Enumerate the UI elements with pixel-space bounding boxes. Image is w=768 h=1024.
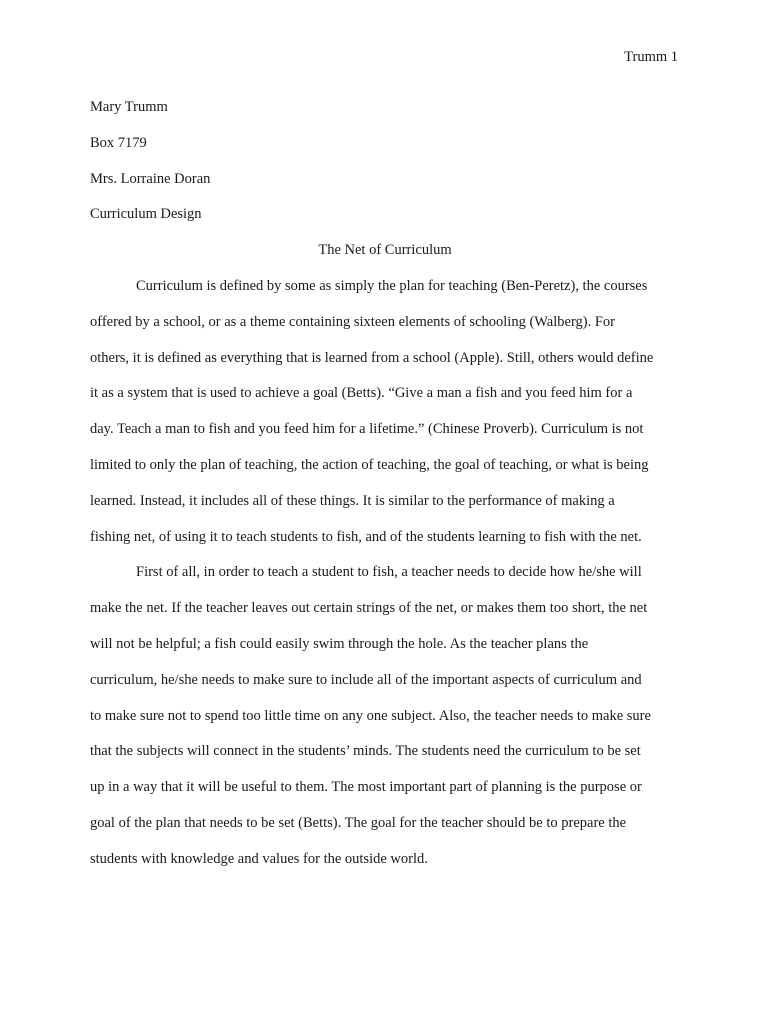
course-name: Curriculum Design <box>90 206 202 223</box>
student-name: Mary Trumm <box>90 99 168 115</box>
paragraph-line: make the net. If the teacher leaves out certain strings of the net, or makes them too short, the net <box>90 600 648 617</box>
paragraph-line: to make sure not to spend too little time on any one subject. Also, the teacher needs to make sure <box>90 707 651 724</box>
paragraph-line: Curriculum is defined by some as simply the plan for teaching (Ben-Peretz), the courses <box>136 277 648 294</box>
instructor-name: Mrs. Lorraine Doran <box>90 170 211 187</box>
paragraph-line: limited to only the plan of teaching, the action of teaching, the goal of teaching, or what is being <box>90 456 649 473</box>
paragraph-line: up in a way that it will be useful to them. The most important part of planning is the purpose or <box>90 779 642 796</box>
paragraph-line: that the subjects will connect in the students’ minds. The students need the curriculum to be set <box>90 743 641 760</box>
paragraph-line: others, it is defined as everything that is learned from a school (Apple). Still, others would define <box>90 349 654 366</box>
paragraph-2 <box>90 555 680 877</box>
paragraph-line: students with knowledge and values for the outside world. <box>90 850 428 867</box>
running-head: Trumm 1 <box>624 49 678 65</box>
paragraph-line: it as a system that is used to achieve a goal (Betts). “Give a man a fish and you feed him for a <box>90 385 633 402</box>
paragraph-1 <box>90 269 680 555</box>
paragraph-line: day. Teach a man to fish and you feed him for a lifetime.” (Chinese Proverb). Curriculum is not <box>90 421 644 438</box>
paragraph-line: First of all, in order to teach a student to fish, a teacher needs to decide how he/she will <box>136 564 642 581</box>
paragraph-line: goal of the plan that needs to be set (Betts). The goal for the teacher should be to prepare the <box>90 814 627 831</box>
paragraph-line: curriculum, he/she needs to make sure to include all of the important aspects of curriculum and <box>90 671 642 688</box>
student-box: Box 7179 <box>90 134 147 151</box>
essay-title: The Net of Curriculum <box>318 242 452 259</box>
paragraph-line: fishing net, of using it to teach students to fish, and of the students learning to fish with the net. <box>90 528 642 545</box>
paragraph-line: offered by a school, or as a theme containing sixteen elements of schooling (Walberg). For <box>90 313 615 330</box>
paragraph-line: learned. Instead, it includes all of these things. It is similar to the performance of making a <box>90 492 615 509</box>
document-body <box>90 90 680 878</box>
paragraph-line: will not be helpful; a fish could easily swim through the hole. As the teacher plans the <box>90 635 589 652</box>
